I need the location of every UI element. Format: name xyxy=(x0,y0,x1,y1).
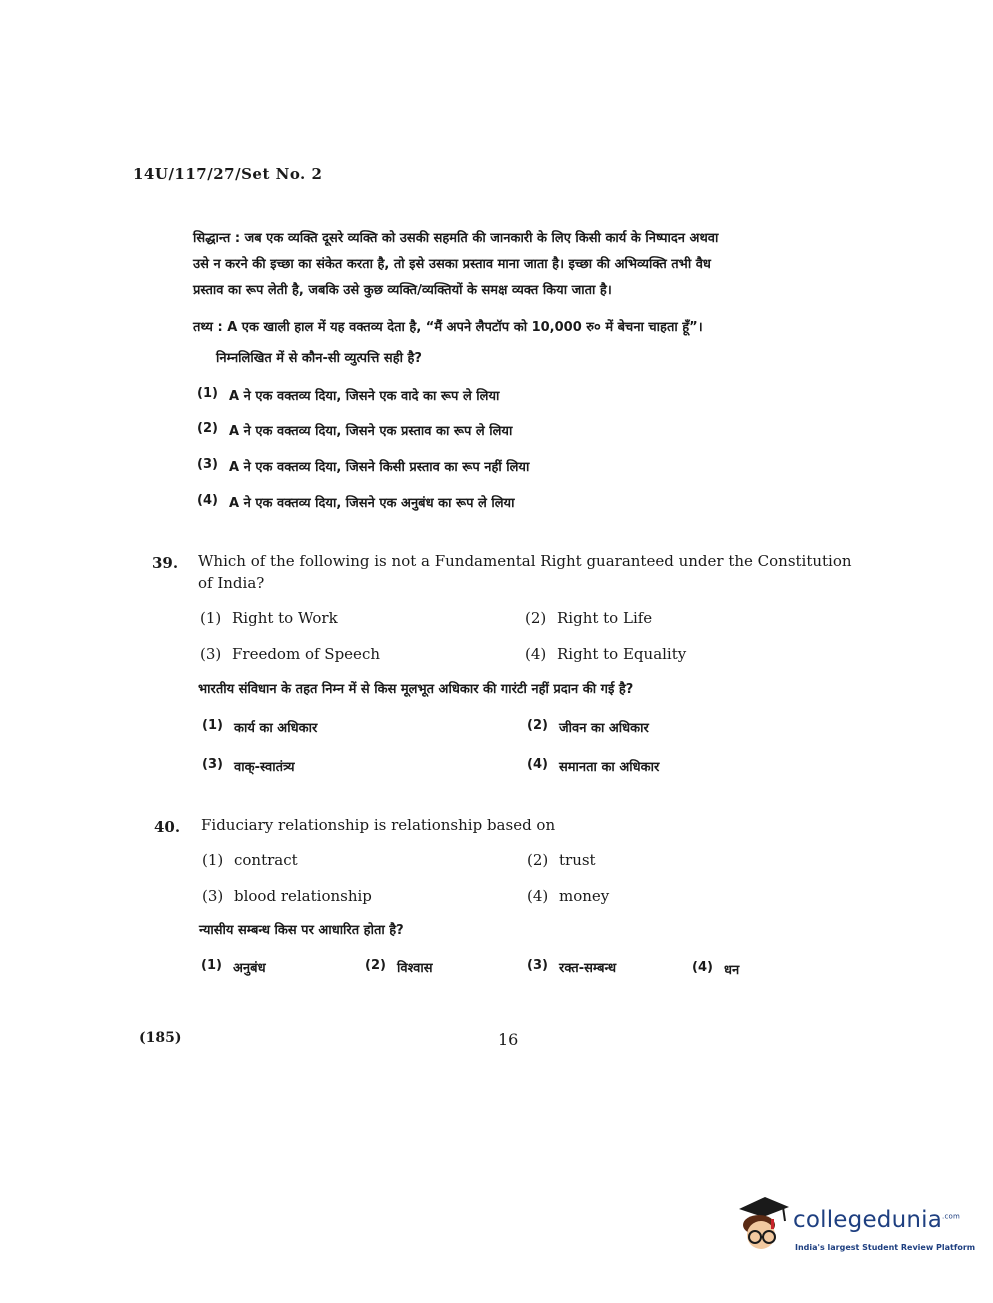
q38-option-1 xyxy=(197,386,499,404)
question-39-line-1: Which of the following is not a Fundamental Right guaranteed under the Constitution xyxy=(198,552,852,570)
q40-option-2 xyxy=(527,851,596,869)
q39-hindi-option-1 xyxy=(202,718,317,736)
q39-option-3 xyxy=(200,645,380,663)
option-number: (3) xyxy=(527,958,548,973)
question-40-number: 40. xyxy=(154,818,181,836)
option-number: (4) xyxy=(525,645,547,663)
option-number: (3) xyxy=(197,457,218,472)
q40-option-4 xyxy=(527,887,609,905)
q38-option-4 xyxy=(197,493,514,511)
option-number: (2) xyxy=(527,718,548,733)
paper-code: 14U/117/27/Set No. 2 xyxy=(133,165,323,183)
option-number: (3) xyxy=(202,887,224,905)
principle-line-2: उसे न करने की इच्छा का संकेत करता है, तो इसे उसका प्रस्ताव माना जाता है। इच्छा की अभिव्यक्ति तभी वैध xyxy=(193,257,711,272)
q39-hindi-option-4 xyxy=(527,757,659,775)
option-text: Right to Life xyxy=(557,609,653,627)
option-text: contract xyxy=(234,851,298,869)
logo-tagline: India's largest Student Review Platform xyxy=(795,1243,976,1252)
question-40-text: Fiduciary relationship is relationship based on xyxy=(201,816,556,834)
option-text: A ने एक वक्तव्य दिया, जिसने एक वादे का रूप ले लिया xyxy=(229,389,500,404)
option-text: वाक्-स्वातंत्र्य xyxy=(234,760,295,775)
page-number: 16 xyxy=(498,1030,519,1049)
option-number: (2) xyxy=(365,958,386,973)
option-number: (4) xyxy=(527,887,549,905)
question-39-number: 39. xyxy=(152,554,179,572)
option-number: (1) xyxy=(202,851,224,869)
question-38-text: निम्नलिखित में से कौन-सी व्युत्पत्ति सही है? xyxy=(216,351,422,366)
option-text: जीवन का अधिकार xyxy=(559,721,649,736)
option-number: (4) xyxy=(527,757,548,772)
q40-option-3 xyxy=(202,887,372,905)
option-number: (2) xyxy=(527,851,549,869)
option-number: (4) xyxy=(692,960,713,975)
q38-option-2 xyxy=(197,421,512,439)
question-40-hindi: न्यासीय सम्बन्ध किस पर आधारित होता है? xyxy=(199,923,404,938)
footer-code: (185) xyxy=(139,1030,182,1046)
option-text: trust xyxy=(559,851,596,869)
option-text: Right to Equality xyxy=(557,645,687,663)
logo-wordmark: collegedunia$^{.com}$ xyxy=(793,1207,961,1233)
option-number: (3) xyxy=(202,757,223,772)
option-number: (1) xyxy=(201,958,222,973)
option-number: (4) xyxy=(197,493,218,508)
principle-line-3: प्रस्ताव का रूप लेती है, जबकि उसे कुछ व्यक्ति/व्यक्तियों के समक्ष व्यक्त किया जाता है। xyxy=(193,283,612,298)
question-39-line-2: of India? xyxy=(198,574,265,592)
option-number: (1) xyxy=(202,718,223,733)
option-text: A ने एक वक्तव्य दिया, जिसने किसी प्रस्ताव का रूप नहीं लिया xyxy=(229,460,530,475)
principle-line-1: सिद्धान्त : जब एक व्यक्ति दूसरे व्यक्ति को उसकी सहमति की जानकारी के लिए किसी कार्य के निष्पादन अथवा xyxy=(193,231,719,246)
q40-hindi-option-2 xyxy=(365,958,433,976)
q40-hindi-option-3 xyxy=(527,958,616,976)
q39-option-4 xyxy=(525,645,686,663)
option-text: समानता का अधिकार xyxy=(559,760,660,775)
q39-option-2 xyxy=(525,609,652,627)
fact-statement: तथ्य : A एक खाली हाल में यह वक्तव्य देता है, “मैं अपने लैपटॉप को 10,000 रु० में बेचना चाहता हूँ”। xyxy=(193,320,703,335)
option-text: अनुबंध xyxy=(233,961,266,976)
q40-option-1 xyxy=(202,851,298,869)
q40-hindi-option-1 xyxy=(201,958,266,976)
q39-hindi-option-2 xyxy=(527,718,649,736)
option-text: रक्त-सम्बन्ध xyxy=(559,961,617,976)
mascot-logo-icon xyxy=(735,1195,793,1257)
q39-option-1 xyxy=(200,609,338,627)
option-text: blood relationship xyxy=(234,887,372,905)
option-text: धन xyxy=(724,963,740,978)
q40-hindi-option-4 xyxy=(692,960,739,978)
option-number: (1) xyxy=(200,609,222,627)
option-text: Freedom of Speech xyxy=(232,645,381,663)
option-number: (2) xyxy=(197,421,218,436)
question-39-hindi: भारतीय संविधान के तहत निम्न में से किस मूलभूत अधिकार की गारंटी नहीं प्रदान की गई है? xyxy=(198,682,634,697)
option-number: (2) xyxy=(525,609,547,627)
option-number: (1) xyxy=(197,386,218,401)
option-number: (3) xyxy=(200,645,222,663)
option-text: Right to Work xyxy=(232,609,338,627)
option-text: money xyxy=(559,887,610,905)
option-text: A ने एक वक्तव्य दिया, जिसने एक अनुबंध का रूप ले लिया xyxy=(229,496,515,511)
option-text: विश्वास xyxy=(397,961,433,976)
q38-option-3 xyxy=(197,457,529,475)
option-text: A ने एक वक्तव्य दिया, जिसने एक प्रस्ताव का रूप ले लिया xyxy=(229,424,513,439)
q39-hindi-option-3 xyxy=(202,757,295,775)
option-text: कार्य का अधिकार xyxy=(234,721,318,736)
